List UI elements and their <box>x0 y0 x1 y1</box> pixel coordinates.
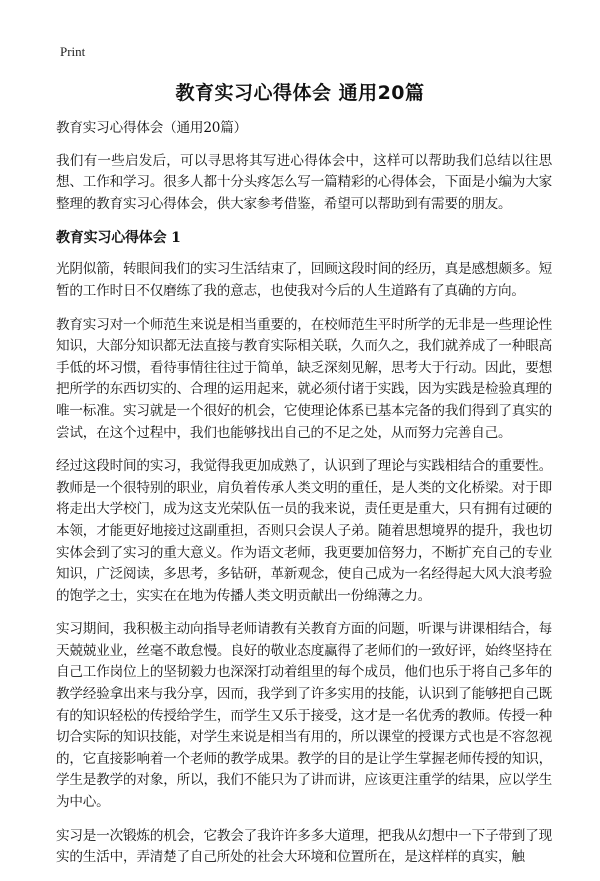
print-link[interactable]: Print <box>60 44 86 59</box>
document-subtitle: 教育实习心得体会（通用20篇） <box>56 120 248 136</box>
section-heading: 教育实习心得体会 1 <box>56 230 181 247</box>
intro-paragraph: 我们有一些启发后，可以寻思将其写进心得体会中，这样可以帮助我们总结以往思想、工作和学习。很多人都十分头疼怎么写一篇精彩的心得体会，下面是小编为大家整理的教育实习心得体会，供大家参考借鉴，希望可以帮助到有需要的朋友。 <box>56 152 552 212</box>
document-title: 教育实习心得体会 通用20篇 <box>175 82 425 104</box>
body-paragraph: 经过这段时间的实习，我觉得我更加成熟了，认识到了理论与实践相结合的重要性。教师是一个很特别的职业，肩负着传承人类文明的重任，是人类的文化桥梁。对于即将走出大学校门，成为这支光荣队伍一员的我来说，责任更是重大，只有拥有过硬的本领，才能更好地接过这副重担，否则只会误人子弟。随着思想境界的提升，我也切实体会到了实习的重大意义。作为语文老师，我更要加倍努力，不断扩充自己的专业知识，广泛阅读，多思考，多钻研，革新观念，使自己成为一名经得起大风大浪考验的饱学之士，实实在在地为传播人类文明贡献出一份绵薄之力。 <box>56 458 552 604</box>
body-paragraph: 实习是一次锻炼的机会，它教会了我许许多多大道理，把我从幻想中一下子带到了现实的生活中，弄清楚了自己所处的社会大环境和位置所在，是这样样的真实，触 <box>56 827 552 866</box>
document-body <box>56 118 552 881</box>
body-paragraph: 实习期间，我积极主动向指导老师请教有关教育方面的问题，听课与讲课相结合，每天兢兢业业，丝毫不敢怠慢。良好的敬业态度赢得了老师们的一致好评，始终坚持在自己工作岗位上的坚韧毅力也深深打动着组里的每个成员，他们也乐于将自己多年的教学经验拿出来与我分享，因而，我学到了许多实用的技能，认识到了能够把自己既有的知识轻松的传授给学生，而学生又乐于接受，这才是一名优秀的教师。传授一种切合实际的知识技能，对学生来说是相当有用的，所以课堂的授课方式也是不容忽视的，它直接影响着一个老师的教学成果。教学的目的是让学生掌握老师传授的知识，学生是教学的对象，所以，我们不能只为了讲而讲，应该更注重学的结果，应以学生为中心。 <box>56 621 552 811</box>
body-paragraph: 光阴似箭，转眼间我们的实习生活结束了，回顾这段时间的经历，真是感想颇多。短暂的工作时日不仅磨练了我的意志，也使我对今后的人生道路有了真确的方向。 <box>56 261 552 299</box>
body-paragraph: 教育实习对一个师范生来说是相当重要的，在校师范生平时所学的无非是一些理论性知识，大部分知识都无法直接与教育实际相关联，久而久之，我们就养成了一种眼高手低的坏习惯，看待事情往往过于简单，缺乏深刻见解，思考大于行动。因此，要想把所学的东西切实的、合理的运用起来，就必须付诸于实践，因为实践是检验真理的唯一标准。实习就是一个很好的机会，它使理论体系已基本完备的我们得到了真实的尝试，在这个过程中，我们也能够找出自己的不足之处，从而努力完善自己。 <box>56 316 552 441</box>
